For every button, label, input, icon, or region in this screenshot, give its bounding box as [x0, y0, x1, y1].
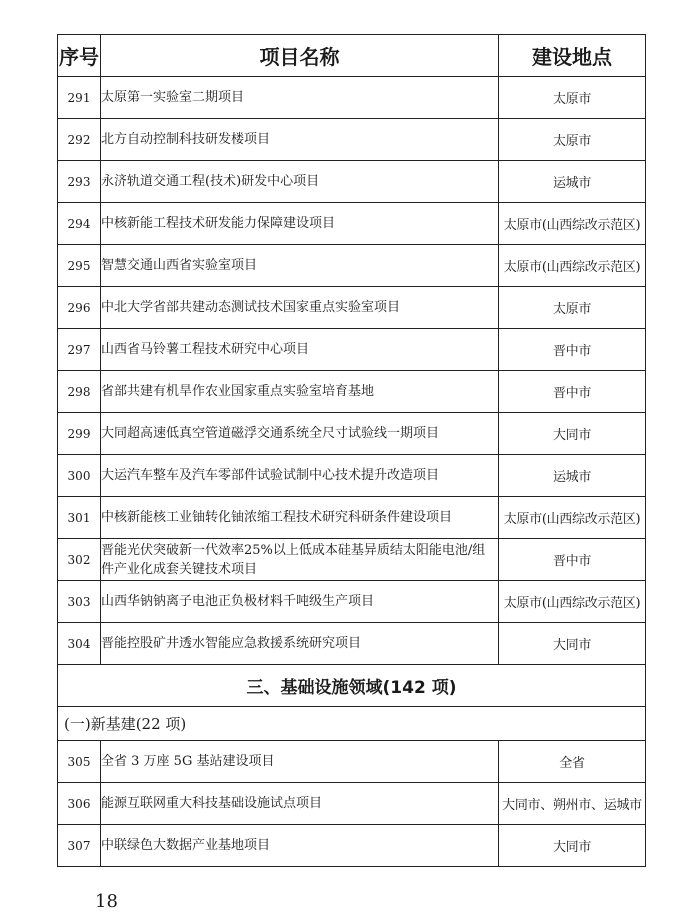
project-location: 太原市(山西综改示范区) [499, 245, 646, 287]
header-location: 建设地点 [499, 35, 646, 77]
table-row [58, 203, 646, 245]
table-row [58, 371, 646, 413]
row-number: 299 [58, 413, 101, 455]
project-location: 运城市 [499, 161, 646, 203]
row-number: 291 [58, 77, 101, 119]
project-name: 全省 3 万座 5G 基站建设项目 [101, 741, 499, 783]
project-name: 永济轨道交通工程(技术)研发中心项目 [101, 161, 499, 203]
table-row [58, 287, 646, 329]
row-number: 302 [58, 539, 101, 581]
project-name: 能源互联网重大科技基础设施试点项目 [101, 783, 499, 825]
row-number: 293 [58, 161, 101, 203]
table-body-b [58, 741, 646, 867]
project-location: 大同市 [499, 413, 646, 455]
project-location: 太原市(山西综改示范区) [499, 497, 646, 539]
header-name: 项目名称 [101, 35, 499, 77]
project-name: 中联绿色大数据产业基地项目 [101, 825, 499, 867]
project-name: 山西华钠钠离子电池正负极材料千吨级生产项目 [101, 581, 499, 623]
project-name: 晋能控股矿井透水智能应急救援系统研究项目 [101, 623, 499, 665]
row-number: 306 [58, 783, 101, 825]
row-number: 298 [58, 371, 101, 413]
section-row [58, 665, 646, 707]
section-title: 三、基础设施领域(142 项) [58, 665, 646, 707]
table-row [58, 783, 646, 825]
project-location: 太原市 [499, 119, 646, 161]
project-location: 大同市 [499, 623, 646, 665]
project-name: 北方自动控制科技研发楼项目 [101, 119, 499, 161]
row-number: 295 [58, 245, 101, 287]
project-name: 大运汽车整车及汽车零部件试验试制中心技术提升改造项目 [101, 455, 499, 497]
row-number: 297 [58, 329, 101, 371]
table-row [58, 245, 646, 287]
table-row [58, 825, 646, 867]
table-row [58, 77, 646, 119]
table-row [58, 623, 646, 665]
project-table [57, 34, 646, 867]
project-name: 晋能光伏突破新一代效率25%以上低成本硅基异质结太阳能电池/组件产业化成套关键技术项目 [101, 539, 499, 581]
table-row [58, 161, 646, 203]
project-location: 太原市 [499, 77, 646, 119]
header-no: 序号 [58, 35, 101, 77]
table-body-a [58, 77, 646, 665]
row-number: 301 [58, 497, 101, 539]
project-name: 中核新能核工业铀转化铀浓缩工程技术研究科研条件建设项目 [101, 497, 499, 539]
project-name: 中北大学省部共建动态测试技术国家重点实验室项目 [101, 287, 499, 329]
subsection-title: (一)新基建(22 项) [58, 707, 646, 741]
project-location: 太原市 [499, 287, 646, 329]
project-location: 全省 [499, 741, 646, 783]
project-location: 晋中市 [499, 539, 646, 581]
row-number: 305 [58, 741, 101, 783]
table-row [58, 119, 646, 161]
project-location: 晋中市 [499, 329, 646, 371]
row-number: 307 [58, 825, 101, 867]
project-name: 大同超高速低真空管道磁浮交通系统全尺寸试验线一期项目 [101, 413, 499, 455]
project-name: 山西省马铃薯工程技术研究中心项目 [101, 329, 499, 371]
table-row [58, 741, 646, 783]
row-number: 296 [58, 287, 101, 329]
project-name: 省部共建有机旱作农业国家重点实验室培育基地 [101, 371, 499, 413]
row-number: 304 [58, 623, 101, 665]
table-row [58, 581, 646, 623]
table-row [58, 329, 646, 371]
project-location: 太原市(山西综改示范区) [499, 203, 646, 245]
table-row [58, 413, 646, 455]
project-name: 中核新能工程技术研发能力保障建设项目 [101, 203, 499, 245]
project-name: 智慧交通山西省实验室项目 [101, 245, 499, 287]
table-header-row [58, 35, 646, 77]
row-number: 300 [58, 455, 101, 497]
subsection-row [58, 707, 646, 741]
row-number: 303 [58, 581, 101, 623]
project-name: 太原第一实验室二期项目 [101, 77, 499, 119]
table-row [58, 497, 646, 539]
project-location: 大同市、朔州市、运城市 [499, 783, 646, 825]
row-number: 294 [58, 203, 101, 245]
table-row [58, 539, 646, 581]
project-location: 运城市 [499, 455, 646, 497]
project-location: 太原市(山西综改示范区) [499, 581, 646, 623]
project-location: 大同市 [499, 825, 646, 867]
table-row [58, 455, 646, 497]
row-number: 292 [58, 119, 101, 161]
project-location: 晋中市 [499, 371, 646, 413]
page-number: 18 [95, 891, 118, 912]
